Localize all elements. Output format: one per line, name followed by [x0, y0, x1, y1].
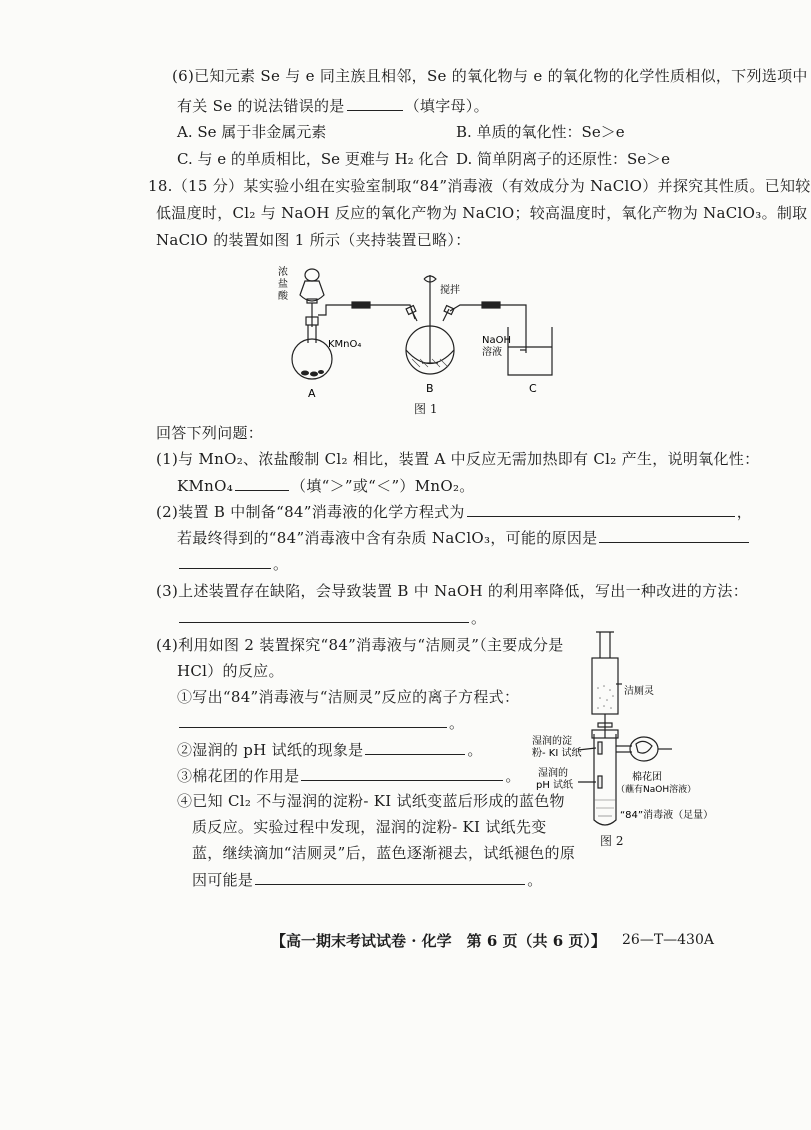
p4-sub2: ②湿润的 pH 试纸的现象是 。	[177, 741, 483, 759]
p4-sub3: ③棉花团的作用是 。	[177, 767, 521, 785]
label-ki-2: 粉- KI 试纸	[532, 748, 582, 759]
q18-intro-line1: 18.（15 分）某实验小组在实验室制取“84”消毒液（有效成分为 NaClO）并探究其性质。已知较	[148, 177, 811, 195]
p3-line1: (3)上述装置存在缺陷，会导致装置 B 中 NaOH 的利用率降低，写出一种改进的方法：	[156, 582, 748, 600]
cotton-ball-icon	[630, 737, 658, 761]
q6-stem-suffix: （填字母）。	[404, 97, 489, 115]
q6-stem-line2	[177, 95, 489, 116]
p4-sub4-blank[interactable]	[255, 869, 525, 885]
p2-text: (2)装置 B 中制备“84”消毒液的化学方程式为	[156, 503, 465, 521]
footer-code: 26—T—430A	[622, 932, 714, 948]
figure1-caption: 图 1	[414, 402, 438, 416]
p3-answer-blank[interactable]	[179, 607, 469, 623]
label-84: “84”消毒液（足量）	[620, 810, 714, 821]
q6-option-d: D. 简单阴离子的还原性：Se＞e	[456, 150, 671, 168]
ph-paper-icon	[598, 776, 602, 788]
label-conc-hcl-1: 浓	[278, 267, 288, 278]
figure2-apparatus	[532, 628, 714, 828]
p4-sub4-line2: 质反应。实验过程中发现，湿润的淀粉- KI 试纸先变	[192, 818, 547, 836]
p4-sub4-line4: 因可能是 。	[192, 871, 543, 889]
label-kmno4: KMnO₄	[328, 339, 362, 350]
p3-line2: 。	[177, 607, 486, 628]
p4-line1: (4)利用如图 2 装置探究“84”消毒液与“洁厕灵”（主要成分是	[156, 636, 564, 654]
label-jcl: 洁厕灵	[624, 686, 654, 697]
figure1-apparatus	[270, 255, 570, 405]
p2-equation-blank[interactable]	[467, 501, 735, 517]
p1-answer-blank[interactable]	[235, 475, 289, 491]
label-naoh-1: NaOH	[482, 335, 511, 346]
p4-line2: HCl）的反应。	[177, 662, 284, 680]
label-cotton-2: （蘸有NaOH溶液）	[616, 785, 697, 795]
label-c: C	[529, 382, 537, 395]
label-ki-1: 湿润的淀	[532, 736, 572, 747]
dropping-funnel-icon	[592, 658, 618, 714]
funnel-stopper-icon	[305, 269, 319, 281]
figure2-caption: 图 2	[600, 834, 624, 848]
label-naoh-2: 溶液	[482, 347, 502, 358]
test-tube-icon	[594, 734, 616, 825]
answer-prompt: 回答下列问题：	[156, 424, 264, 442]
label-conc-hcl-2: 盐	[278, 279, 288, 290]
starch-ki-paper-icon	[598, 742, 602, 754]
p2-line3: 。	[177, 553, 288, 574]
label-b: B	[426, 382, 434, 395]
p4-sub1-answer: 。	[177, 712, 464, 733]
p4-sub4-line1: ④已知 Cl₂ 不与湿润的淀粉- KI 试纸变蓝后形成的蓝色物	[177, 792, 565, 810]
p4-sub3-blank[interactable]	[301, 765, 503, 781]
p2-reason-blank-2[interactable]	[179, 553, 271, 569]
p4-sub1-blank[interactable]	[179, 712, 447, 728]
q6-stem-text: 有关 Se 的说法错误的是	[177, 97, 345, 115]
label-ph-2: pH 试纸	[536, 780, 574, 791]
q6-option-c: C. 与 e 的单质相比，Se 更难与 H₂ 化合	[177, 150, 449, 168]
label-cotton-1: 棉花团	[632, 772, 662, 783]
p4-sub4-text: 因可能是	[192, 871, 254, 889]
label-a: A	[308, 387, 316, 400]
q18-intro-line2: 低温度时，Cl₂ 与 NaOH 反应的氧化产物为 NaClO；较高温度时，氧化产物为 NaClO₃。制取	[156, 204, 808, 222]
bleed-through-artifact	[130, 62, 156, 99]
p2-line1: (2)装置 B 中制备“84”消毒液的化学方程式为 ，	[156, 503, 753, 521]
p2-reason-text: 若最终得到的“84”消毒液中含有杂质 NaClO₃，可能的原因是	[177, 529, 598, 547]
p1-line2	[177, 475, 475, 496]
footer-title: 【高一期末考试试卷 · 化学 第 6 页（共 6 页）】	[271, 932, 606, 950]
p1-line1: (1)与 MnO₂、浓盐酸制 Cl₂ 相比，装置 A 中反应无需加热即有 Cl₂ 产生，说明氧化性：	[156, 450, 760, 468]
q18-intro-line3: NaClO 的装置如图 1 所示（夹持装置已略）：	[156, 231, 471, 249]
p4-sub2-text: ②湿润的 pH 试纸的现象是	[177, 741, 364, 759]
p1-suffix: （填“＞”或“＜”）MnO₂。	[291, 477, 475, 495]
separatory-funnel-icon	[300, 281, 324, 301]
p1-kmno4: KMnO₄	[177, 477, 234, 495]
p4-sub3-text: ③棉花团的作用是	[177, 767, 300, 785]
p2-reason-blank-1[interactable]	[599, 527, 749, 543]
label-conc-hcl-3: 酸	[278, 291, 288, 302]
q6-option-b: B. 单质的氧化性：Se＞e	[456, 123, 625, 141]
p2-line2	[177, 527, 751, 548]
q6-option-a: A. Se 属于非金属元素	[177, 123, 327, 141]
label-ph-1: 湿润的	[538, 768, 568, 779]
q6-stem-line1: (6)已知元素 Se 与 e 同主族且相邻，Se 的氧化物与 e 的氧化物的化学性质相似，下列选项中	[172, 67, 808, 85]
p4-sub2-blank[interactable]	[365, 739, 465, 755]
p4-sub1: ①写出“84”消毒液与“洁厕灵”反应的离子方程式：	[177, 688, 520, 706]
label-stir: 搅拌	[440, 285, 460, 296]
q6-answer-blank[interactable]	[347, 95, 403, 111]
p4-sub4-line3: 蓝，继续滴加“洁厕灵”后，蓝色逐渐褪去，试纸褪色的原	[192, 844, 576, 862]
beaker-c-icon	[508, 327, 552, 375]
